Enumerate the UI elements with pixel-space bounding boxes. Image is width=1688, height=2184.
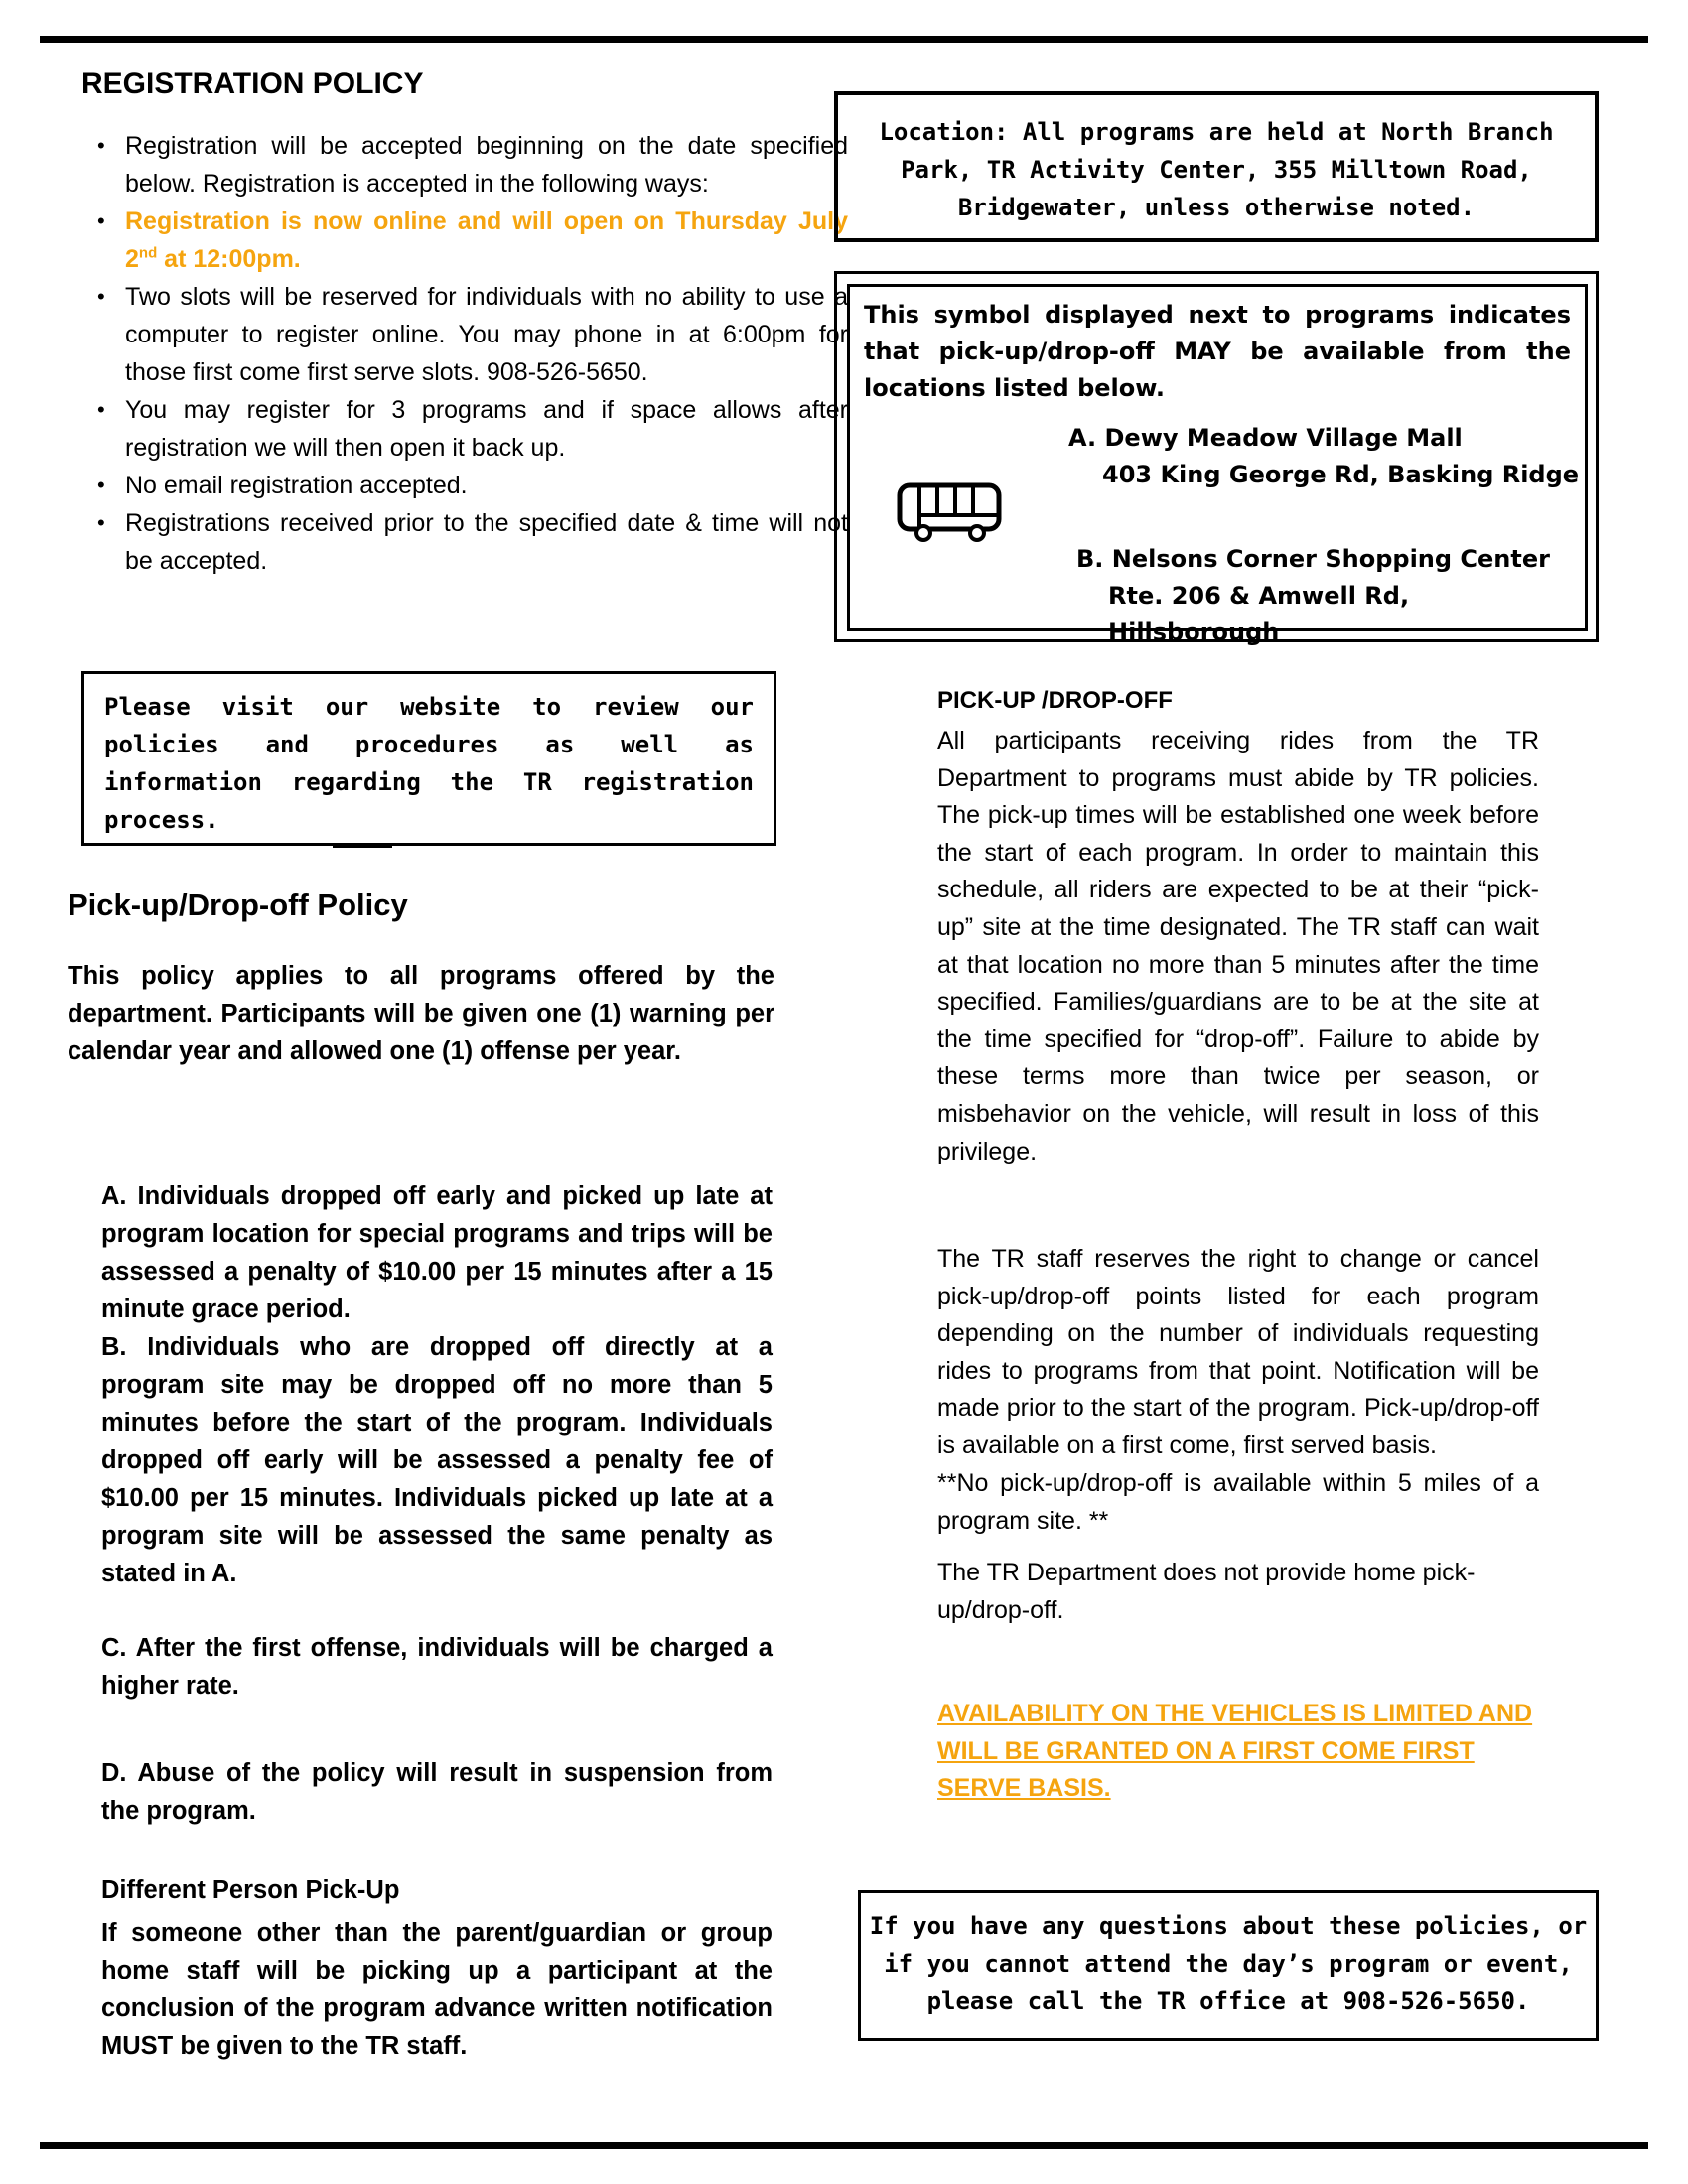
pickup-symbol-box [834, 271, 1599, 646]
registration-list [89, 127, 848, 580]
pickup-dropoff-para1: All participants receiving rides from the TR Department to programs must abide by TR policies. The pick-up times will be established one week before the start of each program. In order to maintain this schedule, all riders are expected to be at their “pick-up” site at the time designated. The TR staff can wait at that location no more than 5 minutes after the time specified. Families/guardians are to be at the site at the time specified for “drop-off”. Failure to abide by these terms more than twice per season, or misbehavior on the vehicle, will result in loss of this privilege. [937, 727, 1539, 1165]
pickup-dropoff-para3: **No pick-up/drop-off is available within 5 miles of a program site. ** [937, 1469, 1539, 1535]
list-item-highlight: • Registration is now online and will open on Thursday July 2nd at 12:00pm. [97, 207, 848, 273]
policy-rule-a: A. Individuals dropped off early and picked up late at program location for special programs and trips will be assessed a penalty of $10.00 per 15 minutes after a 15 minute grace period. [101, 1182, 773, 1323]
bus-icon [896, 479, 1005, 543]
questions-box: If you have any questions about these policies, or if you cannot attend the day’s program or event, please call the TR office at 908-526-5650. [858, 1890, 1599, 2041]
location-box: Location: All programs are held at North Branch Park, TR Activity Center, 355 Milltown Road, Bridgewater, unless otherwise noted. [834, 91, 1599, 242]
website-notice-box: Please visit our website to review our policies and procedures as well as information regarding the TR registration process. [81, 671, 776, 846]
pickup-dropoff-para4: The TR Department does not provide home pick-up/drop-off. [937, 1559, 1476, 1624]
pickup-policy-heading: Pick-up/Drop-off Policy [68, 887, 408, 922]
policy-rule-b: B. Individuals who are dropped off directly at a program site may be dropped off no more than 5 minutes before the start of the program. Individuals dropped off early will be assessed a penalty fee of $10.00 per 15 minutes. Individuals picked up late at a program site will be assessed the same penalty as stated in A. [101, 1333, 773, 1587]
list-item: • No email registration accepted. [97, 472, 468, 499]
location-a-address: 403 King George Rd, Basking Ridge [1102, 461, 1580, 488]
location-a-name: A. Dewy Meadow Village Mall [1068, 424, 1463, 452]
list-item: • Two slots will be reserved for individuals with no ability to use a computer to register online. You may phone in at 6:00pm for those first come first serve slots. 908-526-5650. [97, 283, 848, 386]
pickup-dropoff-para2: The TR staff reserves the right to change or cancel pick-up/drop-off points listed for each program depending on the number of individuals requesting rides to programs from that point. Notification will be made prior to the start of the program. Pick-up/drop-off is available on a first come, first served basis. [937, 1245, 1539, 1459]
location-b-name: B. Nelsons Corner Shopping Center [1076, 545, 1550, 573]
availability-notice: AVAILABILITY ON THE VEHICLES IS LIMITED AND WILL BE GRANTED ON A FIRST COME FIRST SERVE BASIS. [937, 1700, 1533, 1803]
policy-rule-d: D. Abuse of the policy will result in suspension from the program. [101, 1759, 773, 1825]
registration-heading: REGISTRATION POLICY [81, 68, 424, 100]
bottom-rule [40, 2142, 1648, 2149]
policy-rule-c: C. After the first offense, individuals will be charged a higher rate. [101, 1634, 773, 1700]
different-person-text: If someone other than the parent/guardian or group home staff will be picking up a participant at the conclusion of the program advance written notification MUST be given to the TR staff. [101, 1919, 773, 2060]
different-person-title: Different Person Pick-Up [101, 1876, 400, 1904]
pickup-dropoff-title: PICK-UP /DROP-OFF [937, 687, 1173, 714]
top-rule [40, 36, 1648, 43]
list-item: • Registrations received prior to the specified date & time will not be accepted. [97, 509, 848, 575]
list-item: • You may register for 3 programs and if space allows after registration we will then open it back up. [97, 396, 848, 462]
pickup-policy-intro: This policy applies to all programs offered by the department. Participants will be given one (1) warning per calendar year and allowed one (1) offense per year. [68, 962, 774, 1065]
location-b-address: Rte. 206 & Amwell Rd, Hillsborough [1108, 582, 1410, 646]
list-item: • Registration will be accepted beginning on the date specified below. Registration is accepted in the following ways: [97, 132, 848, 198]
symbol-intro: This symbol displayed next to programs indicates that pick-up/drop-off MAY be available from the locations listed below. [864, 301, 1571, 402]
